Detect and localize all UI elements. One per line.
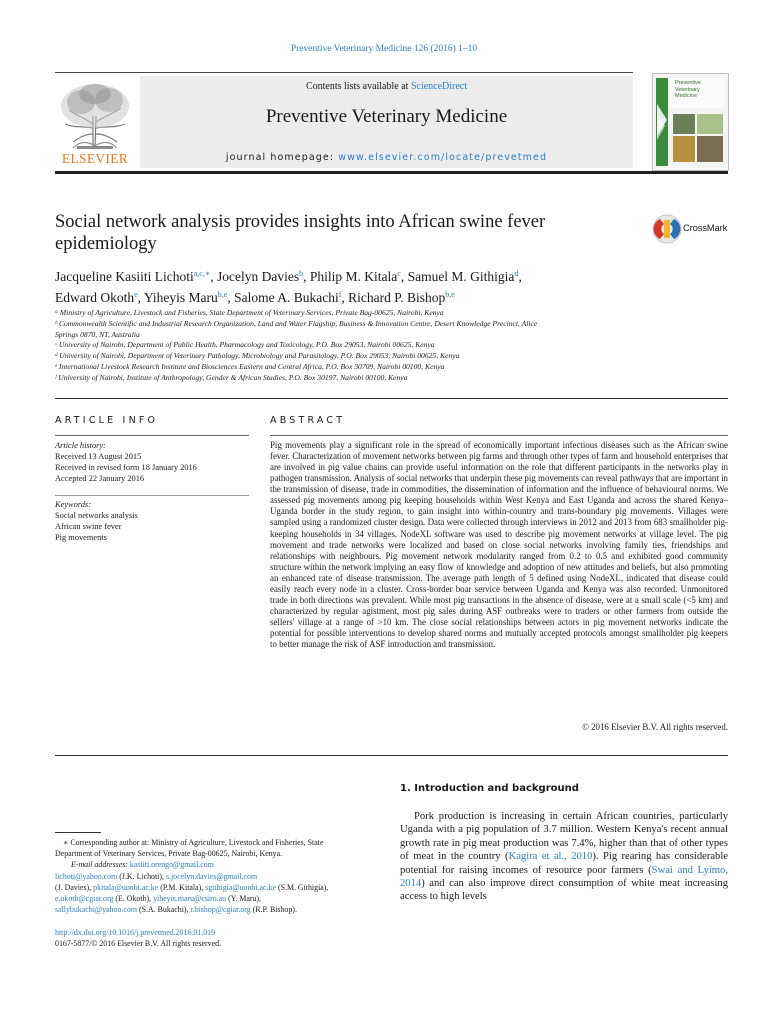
author-separator: ,: [400, 269, 408, 284]
email-link[interactable]: e.okoth@cgiar.org: [55, 894, 114, 904]
article-info: [55, 440, 249, 543]
homepage-link[interactable]: www.elsevier.com/locate/prevetmed: [338, 152, 548, 163]
history-label: Article history:: [55, 441, 106, 450]
article-info-heading: ARTICLE INFO: [55, 415, 159, 426]
issn-line: 0167-5877/© 2016 Elsevier B.V. All rights reserved.: [55, 939, 222, 949]
email-line: [55, 871, 385, 882]
footnotes: [55, 837, 385, 915]
email-line: [55, 859, 385, 870]
author-name[interactable]: Richard P. Bishop: [348, 289, 446, 305]
info-top-rule: [55, 398, 728, 399]
affiliations: [55, 308, 655, 384]
author-name[interactable]: Philip M. Kitala: [309, 269, 398, 284]
revised-date: Received in revised form 18 January 2016: [55, 463, 197, 472]
email-owner: (R.P. Bishop).: [250, 905, 297, 915]
keyword: Social networks analysis: [55, 511, 138, 520]
crossmark-button[interactable]: [652, 214, 732, 244]
email-owner: (E. Okoth),: [113, 894, 154, 904]
header-bottom-rule: [55, 171, 728, 174]
email-link[interactable]: sallybukachi@yahoo.com: [55, 905, 137, 915]
article-info-rule: [55, 435, 249, 436]
corresponding-note: ∗ Corresponding author at: Ministry of Agriculture, Livestock and Fisheries, State: [63, 838, 324, 847]
author-separator: ,: [210, 269, 218, 284]
abstract-copyright: © 2016 Elsevier B.V. All rights reserved.: [582, 722, 728, 732]
email-owner: (P.M. Kitala),: [158, 882, 206, 892]
received-date: Received 13 August 2015: [55, 452, 142, 461]
homepage-label: journal homepage:: [225, 152, 339, 163]
affiliation-line: ᵇ Commonwealth Scientific and Industrial Research Organization, Land and Water Flagship, Business & Innovation Centre, Desert Knowledge Precinct, Alice: [55, 318, 538, 328]
email-link[interactable]: kasiiti.orengo@gmail.com: [129, 860, 214, 870]
email-link[interactable]: yiheyis.maru@csiro.au: [153, 894, 227, 904]
author-separator: ,: [518, 269, 522, 284]
crossmark-icon: [652, 214, 682, 244]
author-separator: ,: [137, 289, 144, 305]
author-separator: ,: [303, 269, 310, 284]
footnote-rule: [55, 832, 101, 833]
affiliation-line: Springs 0870, NT, Australia: [55, 329, 140, 339]
intro-text-c: ) and can also improve direct consumption of white meat increasing access to high levels: [400, 878, 728, 903]
header-top-rule: [55, 72, 633, 73]
publisher-wordmark: ELSEVIER: [61, 151, 129, 166]
contents-prefix: Contents lists available at: [305, 81, 411, 92]
author-affiliation-marker[interactable]: e: [134, 289, 138, 299]
author-affiliation-marker[interactable]: f: [338, 289, 342, 299]
keywords-label: Keywords:: [55, 500, 91, 509]
author-name[interactable]: Jacqueline Kasiiti Lichoti: [55, 269, 194, 284]
journal-homepage: [140, 152, 633, 163]
crossmark-label: CrossMark: [683, 223, 728, 234]
author-separator: ,: [341, 289, 349, 305]
affiliation-line: ᵉ International Livestock Research Institute and Biosciences Eastern and Central Africa, P.O. Box 30709, Nairobi 00100, Kenya: [55, 361, 445, 371]
sciencedirect-link[interactable]: ScienceDirect: [410, 81, 468, 92]
abstract-body: [270, 440, 728, 650]
email-line: [55, 904, 385, 915]
author-affiliation-marker[interactable]: d: [514, 269, 519, 278]
abstract-bottom-rule: [55, 755, 728, 756]
journal-cover-thumbnail[interactable]: [652, 73, 729, 171]
doi-link[interactable]: http://dx.doi.org/10.1016/j.prevetmed.2016.01.019: [55, 928, 216, 937]
accepted-date: Accepted 22 January 2016: [55, 474, 145, 483]
email-owner: (Y. Maru),: [226, 894, 262, 904]
author-affiliation-marker[interactable]: b,e: [445, 289, 455, 299]
author-affiliation-marker[interactable]: a,c,∗: [193, 269, 211, 278]
email-link[interactable]: sgithigia@uonbi.ac.ke: [205, 882, 276, 892]
email-line: [55, 882, 385, 893]
cover-title: Preventive Veterinary Medicine: [675, 80, 701, 99]
article-title: Social network analysis provides insights into African swine fever epidemiology: [55, 212, 546, 254]
author-name[interactable]: Yiheyis Maru: [143, 289, 218, 305]
corresponding-note-cont: Department of Veterinary Services, Private Bag-00625, Nairobi, Kenya.: [55, 849, 283, 859]
author-list: [55, 265, 755, 306]
email-line: [55, 893, 385, 904]
abstract-rule: [270, 435, 728, 436]
email-owner: (S.M. Githigia),: [275, 882, 329, 892]
email-owner: (J.K. Lichoti),: [117, 871, 166, 881]
email-link[interactable]: pkitala@uonbi.ac.ke: [93, 882, 159, 892]
intro-text-a: Pork production is increasing in certain African countries, particularly Uganda with a pig population of 3.7 million. Western Kenya's recent annual growth rate in pig meat production was 7.4%, higher than that of other types of meat in the country (: [400, 811, 728, 863]
email-owner: (S.A. Bukachi),: [137, 905, 191, 915]
email-link[interactable]: s.jocelyn.davies@gmail.com: [165, 871, 258, 881]
affiliation-line: ᶜ University of Nairobi, Department of Public Health, Pharmacology and Toxicology, P.O. Box 29053, Nairobi 00625, Kenya: [55, 340, 435, 350]
affiliation-line: ᵃ Ministry of Agriculture, Livestock and Fisheries, State Department of Veterinary Services, Private Bag-00625, Nairobi, Kenya: [55, 308, 444, 317]
email-link[interactable]: lichoti@yahoo.com: [55, 871, 118, 881]
author-affiliation-marker[interactable]: b: [299, 269, 304, 278]
intro-text-b: ). Pig rearing has considerable potential for raising incomes of resource poor farmers (: [400, 851, 728, 876]
abstract-text: Pig movements play a significant role in the spread of economically important infectious diseases such as the African swine fever. Characterization of movement networks between pig farms and through other types of farm and household enterprises that are involved in pig value chains can provide useful information on the role that different participants in the networks play in pathogen transmission. Analysis of social networks that underpin these pig movements can reveal pathways that are important in the transmission of disease, trade in commodities, the dissemination of information and the influence of behavioural norms. We assessed pig movements among pig keeping households within West Kenya and East Uganda and across the shared Kenya–Uganda border in the study region, to gain insight into within-country and trans-boundary pig movements. Villages were sampled using a randomized cluster design. Data were collected through interviews in 2012 and 2013 from 683 smallholder pig-keeping households in 34 villages. NodeXL software was used to describe pig movement networks at village level. The pig movement and trade networks were localized and based on close social networks involving family ties, friendships and relationships with neighbours. Pig movement network modularity ranged from 0.2 to 0.5 and exhibited good community structure within the network implying an easy flow of knowledge and adoption of new attitudes and beliefs, but also promoting an enhanced rate of disease transmission. The average path length of 5 defined using NodeXL, indicated that disease could easily reach every node in a cluster. Cross-border boar service between Uganda and Kenya was also recorded. Unmonitored trade in both directions was prevalent. While most pig transactions in the absence of disease, were at a small scale (<5 km) and characterized by regular agistment, most pig sales during ASF outbreaks were to traders or other farmers from outside the sellers' village at a range of >10 km. The close social relationships between actors in pig movement networks indicate the potential for possible interventions to develop shared norms and mutually accepted protocols amongst smallholder pig keepers to better manage the risk of ASF introduction and transmission.: [270, 440, 728, 650]
introduction-text: [400, 810, 728, 904]
affiliation-line: ᶠ University of Nairobi, Institute of Anthropology, Gender & African Studies, P.O. Box 30197, Nairobi 00100, Kenya: [55, 372, 408, 382]
author-name[interactable]: Edward Okoth: [55, 289, 135, 305]
author-separator: ,: [227, 289, 235, 305]
keyword: African swine fever: [55, 522, 122, 531]
journal-reference[interactable]: Preventive Veterinary Medicine 126 (2016) 1–10: [290, 44, 478, 54]
abstract-heading: ABSTRACT: [270, 415, 346, 426]
email-owner: (J. Davies),: [55, 882, 94, 892]
doi-block: [55, 927, 385, 949]
email-link[interactable]: r.bishop@cgiar.org: [190, 905, 251, 915]
affiliation-line: ᵈ University of Nairobi, Department of Veterinary Pathology, Microbiology and Parasitology, P.O. Box 29053, Nairobi 00625, Kenya: [55, 351, 460, 361]
author-name[interactable]: Samuel M. Githigia: [407, 269, 515, 284]
author-name[interactable]: Salome A. Bukachi: [234, 289, 339, 305]
citation-link[interactable]: Swai and Lyimo, 2014: [400, 864, 728, 890]
email-label: E-mail addresses:: [71, 860, 130, 870]
citation-link[interactable]: Kagira et al., 2010: [508, 851, 593, 863]
keyword: Pig movements: [55, 533, 107, 542]
author-name[interactable]: Jocelyn Davies: [217, 269, 300, 284]
journal-name: Preventive Veterinary Medicine: [265, 106, 508, 127]
intro-paragraph: [400, 810, 728, 904]
author-affiliation-marker[interactable]: b,e: [217, 289, 228, 299]
author-affiliation-marker[interactable]: c: [397, 269, 401, 278]
section-heading: 1. Introduction and background: [400, 783, 579, 794]
keywords-rule: [55, 495, 249, 496]
contents-availability: [140, 81, 633, 92]
